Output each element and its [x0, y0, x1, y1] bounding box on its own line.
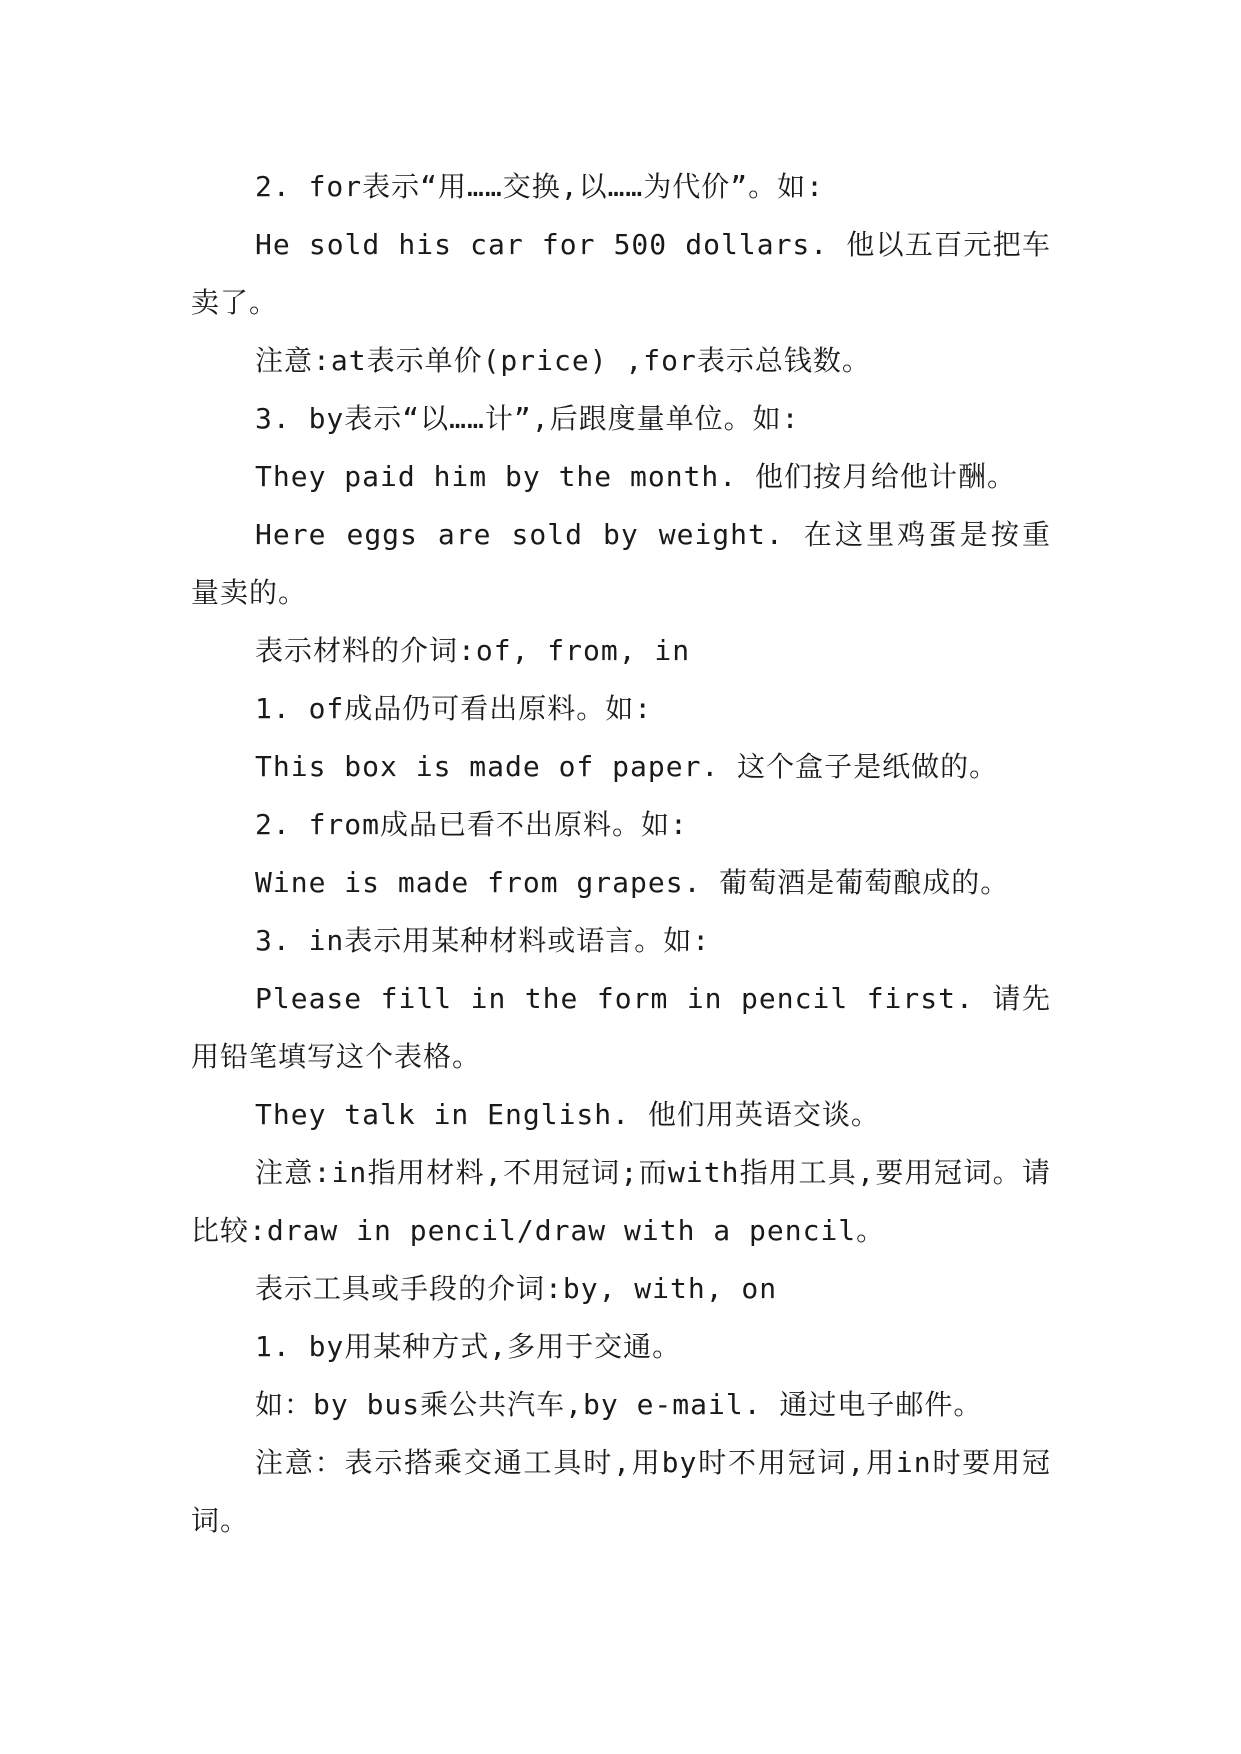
paragraph: 1. by用某种方式,多用于交通。: [255, 1330, 682, 1363]
paragraph: Here eggs are sold by weight. 在这里鸡蛋是按重量卖的。: [191, 518, 1051, 609]
section-heading: 表示工具或手段的介词:by, with, on: [255, 1272, 778, 1305]
paragraph: 3. by表示“以……计”,后跟度量单位。如:: [255, 402, 800, 435]
paragraph: 1. of成品仍可看出原料。如:: [255, 692, 653, 725]
paragraph: 2. from成品已看不出原料。如:: [255, 808, 688, 841]
paragraph: 3. in表示用某种材料或语言。如:: [255, 924, 711, 957]
section-heading: 表示材料的介词:of, from, in: [255, 634, 691, 667]
paragraph: 注意:at表示单价(price) ,for表示总钱数。: [255, 344, 871, 377]
paragraph: They paid him by the month. 他们按月给他计酬。: [255, 460, 1017, 493]
document-body: [191, 158, 1051, 1550]
paragraph: Wine is made from grapes. 葡萄酒是葡萄酿成的。: [255, 866, 1010, 899]
paragraph: They talk in English. 他们用英语交谈。: [255, 1098, 880, 1131]
paragraph: He sold his car for 500 dollars. 他以五百元把车卖了。: [191, 228, 1051, 319]
paragraph: 如：by bus乘公共汽车,by e-mail. 通过电子邮件。: [255, 1388, 983, 1421]
paragraph: This box is made of paper. 这个盒子是纸做的。: [255, 750, 999, 783]
paragraph: Please fill in the form in pencil first. 请先用铅笔填写这个表格。: [191, 982, 1051, 1073]
paragraph: 2. for表示“用……交换,以……为代价”。如:: [255, 170, 825, 203]
paragraph: 注意：表示搭乘交通工具时,用by时不用冠词,用in时要用冠词。: [191, 1446, 1051, 1537]
paragraph: 注意:in指用材料,不用冠词;而with指用工具,要用冠词。请比较:draw in pencil/draw with a pencil。: [191, 1156, 1051, 1247]
